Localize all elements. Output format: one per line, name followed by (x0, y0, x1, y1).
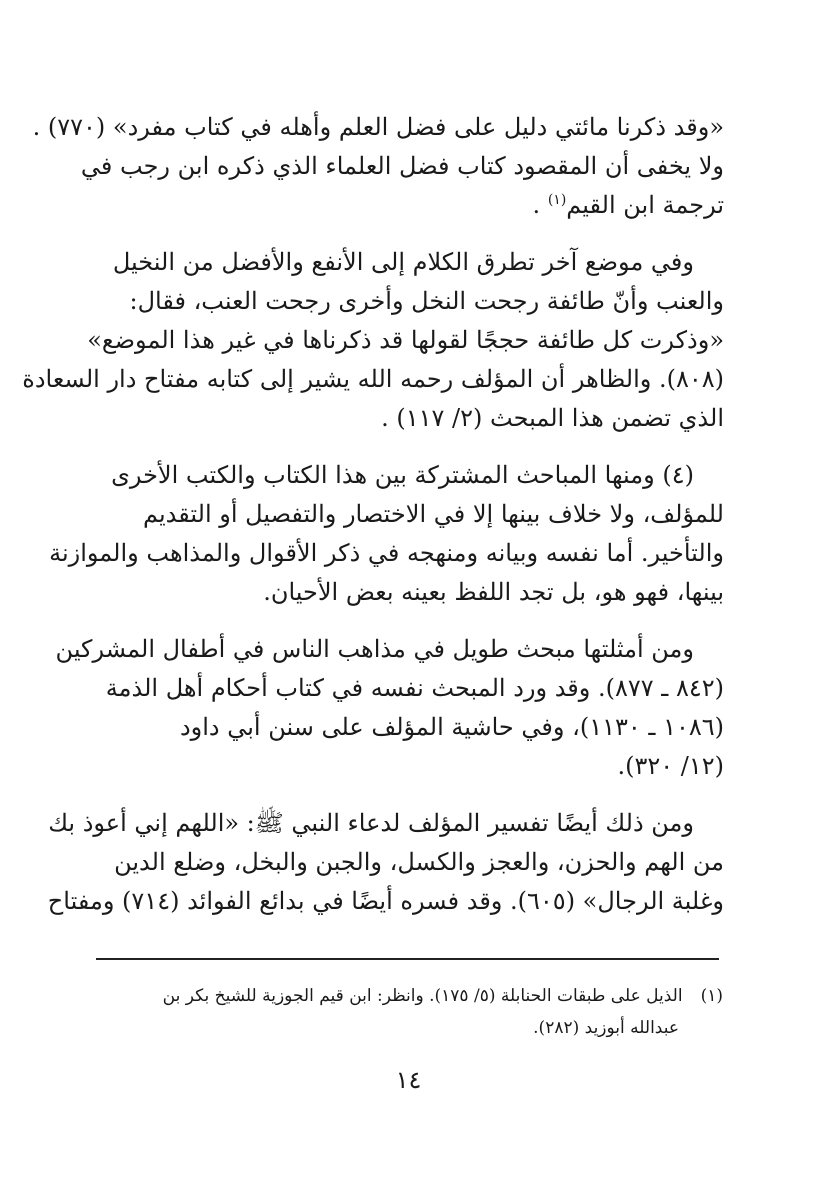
paragraph-1-line-3-end: . (532, 191, 548, 219)
paragraph-2-line-1: وفي موضع آخر تطرق الكلام إلى الأنفع والأفضل من النخيل (112, 248, 694, 276)
paragraph-4 (55, 630, 724, 786)
paragraph-1-line-2: ولا يخفى أن المقصود كتاب فضل العلماء الذي ذكره ابن رجب في (80, 152, 724, 180)
paragraph-3-line-3: والتأخير. أما نفسه وبيانه ومنهجه في ذكر الأقوال والمذاهب والموازنة (49, 539, 724, 567)
paragraph-4-line-1: ومن أمثلتها مبحث طويل في مذاهب الناس في أطفال المشركين (55, 635, 694, 663)
paragraph-4-line-4: (١٢/ ٣٢٠). (617, 752, 724, 780)
paragraph-1-line-3-text: ترجمة ابن القيم (566, 191, 724, 219)
paragraph-2-line-5: الذي تضمن هذا المبحث (٢/ ١١٧) . (381, 404, 724, 432)
footnote-line-1: الذيل على طبقات الحنابلة (٥/ ١٧٥). وانظر: ابن قيم الجوزية للشيخ بكر بن (162, 986, 683, 1006)
paragraph-1 (32, 108, 724, 225)
paragraph-1-line-1: «وقد ذكرنا مائتي دليل على فضل العلم وأهله في كتاب مفرد» (٧٧٠) . (32, 113, 724, 141)
footnotes (96, 980, 723, 1044)
main-text-body (22, 108, 724, 939)
paragraph-5-line-1: ومن ذلك أيضًا تفسير المؤلف لدعاء النبي ﷺ: «اللهم إني أعوذ بك (48, 809, 694, 837)
footnote-1 (96, 980, 723, 1044)
footnote-line-2: عبدالله أبوزيد (٢٨٢). (533, 1018, 679, 1038)
paragraph-3-line-2: للمؤلف، ولا خلاف بينها إلا في الاختصار والتفصيل أو التقديم (143, 500, 724, 528)
paragraph-3-line-1: (٤) ومنها المباحث المشتركة بين هذا الكتاب والكتب الأخرى (111, 461, 694, 489)
paragraph-2-line-2: والعنب وأنّ طائفة رجحت النخل وأخرى رجحت العنب، فقال: (129, 287, 724, 315)
paragraph-2-line-3: «وذكرت كل طائفة حججًا لقولها قد ذكرناها في غير هذا الموضع» (87, 326, 724, 354)
paragraph-1-line-3 (92, 186, 724, 225)
paragraph-5 (47, 804, 724, 921)
paragraph-5-line-2: من الهم والحزن، والعجز والكسل، والجبن والبخل، وضلع الدين (114, 848, 724, 876)
paragraph-3 (49, 456, 724, 612)
paragraph-4-line-2: (٨٤٢ ـ ٨٧٧). وقد ورد المبحث نفسه في كتاب أحكام أهل الذمة (105, 674, 724, 702)
page-number: ١٤ (395, 1066, 422, 1094)
paragraph-5-line-3: وغلبة الرجال» (٦٠٥). وقد فسره أيضًا في بدائع الفوائد (٧١٤) ومفتاح (47, 887, 724, 915)
paragraph-2 (22, 243, 724, 438)
footnote-number: (١) (700, 986, 723, 1006)
footnote-reference[interactable]: (١) (547, 192, 567, 208)
paragraph-4-line-3: (١٠٨٦ ـ ١١٣٠)، وفي حاشية المؤلف على سنن أبي داود (179, 713, 724, 741)
paragraph-3-line-4: بينها، فهو هو، بل تجد اللفظ بعينه بعض الأحيان. (263, 578, 724, 606)
paragraph-2-line-4: (٨٠٨). والظاهر أن المؤلف رحمه الله يشير إلى كتابه مفتاح دار السعادة (22, 365, 724, 393)
footnote-separator (96, 958, 719, 960)
